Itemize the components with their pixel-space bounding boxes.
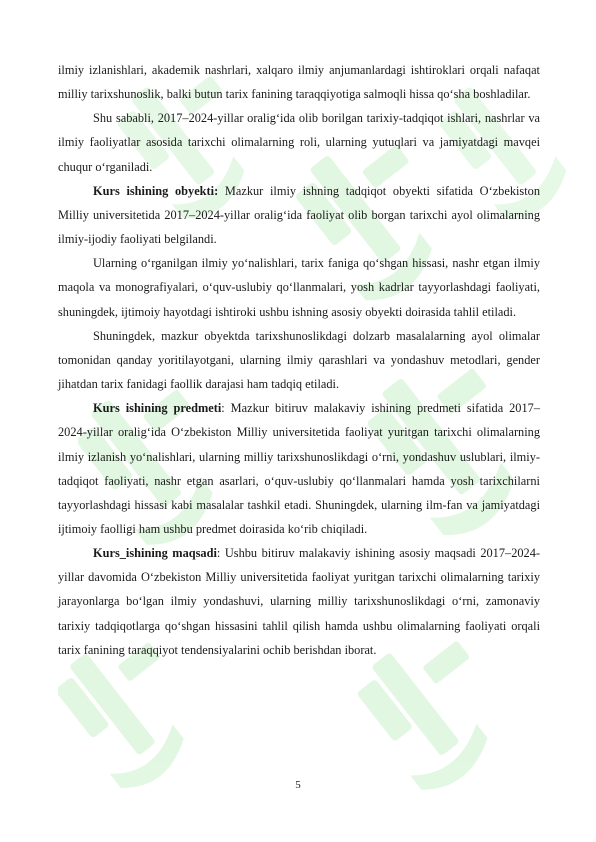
page-number: 5: [295, 779, 301, 791]
paragraph: Shuningdek, mazkur obyektda tarixshunoslikdagi dolzarb masalalarning ayol olimalar tomonidan qanday yoritilayotgani, ularning ilmiy qarashlari va yondashuv metodlari, gender jihatdan tarix fanidagi faollik darajasi ham tadqiq etiladi.: [58, 328, 540, 392]
paragraph: Ularning o‘rganilgan ilmiy yo‘nalishlari, tarix faniga qo‘shgan hissasi, nashr etgan ilmiy maqola va monografiyalari, o‘quv-uslubiy qo‘llanmalari, yosh kadrlar tayyorlashdagi faoliyati, shuningdek, ijtimoiy hayotdagi ishtiroki ushbu ishning asosiy obyekti doirasida tahlil etiladi.: [58, 256, 540, 319]
paragraph-goal: Kurs_ishining maqsadi: Ushbu bitiruv malakaviy ishining asosiy maqsadi 2017–2024-yillar davomida O‘zbekiston Milliy universitetida faoliyat yuritgan tarixchi olimalarning tarixiy jarayonlarga bo‘lgan ilmiy yondashuvi, ularning milliy tarixshunoslikdagi o‘rni, zamonaviy tarixiy tadqiqotlarga qo‘shgan hissasini tahlil qilish hamda ushbu olimalarning faoliyati orqali tarix fanining taraqqiyot tendensiyalarini ochib berishdan iborat.: [58, 546, 540, 657]
paragraph: ilmiy izlanishlari, akademik nashrlari, xalqaro ilmiy anjumanlardagi ishtiroklari orqali nafaqat milliy tarixshunoslik, balki butun tarix fanining taraqqiyotiga salmoqli hissa qo‘sha boshladilar.: [58, 63, 540, 102]
section-heading: Kurs_ishining maqsadi: [93, 546, 217, 561]
paragraph: Shu sababli, 2017–2024-yillar oralig‘ida olib borilgan tarixiy-tadqiqot ishlari, nashrlar va ilmiy faoliyatlar asosida tarixchi olimalarning roli, ularning yutuqlari va jamiyatdagi mavqei chuqur o‘rganiladi.: [58, 111, 540, 174]
section-heading: Kurs ishining obyekti:: [93, 183, 219, 198]
section-heading: Kurs ishining predmeti: [93, 401, 222, 416]
paragraph-object: Kurs ishining obyekti: Mazkur ilmiy ishning tadqiqot obyekti sifatida O‘zbekiston Milliy universitetida 2017–2024-yillar oralig‘ida faoliyat olib borgan tarixchi ayol olimalarning ilmiy-ijodiy faoliyati belgilandi.: [58, 183, 541, 247]
paragraph-subject: Kurs ishining predmeti: Mazkur bitiruv malakaviy ishining predmeti sifatida 2017–2024-yillar oralig‘ida O‘zbekiston Milliy universitetida faoliyat yuritgan tarixchi olimalarning ilmiy izlanish yo‘nalishlari, ularning milliy tarixshunoslikdagi o‘rni, yondashuv uslublari, ilmiy-tadqiqot faoliyati, nashr etgan asarlari, o‘quv-uslubiy qo‘llanmalari hamda yosh tarixchilarni tayyorlashdagi hissasi kabi masalalar tashkil etadi. Shuningdek, ularning ilm-fan va jamiyatdagi ijtimoiy faolligi ham ushbu predmet doirasida ko‘rib chiqiladi.: [58, 401, 540, 536]
document-body: [58, 58, 540, 662]
